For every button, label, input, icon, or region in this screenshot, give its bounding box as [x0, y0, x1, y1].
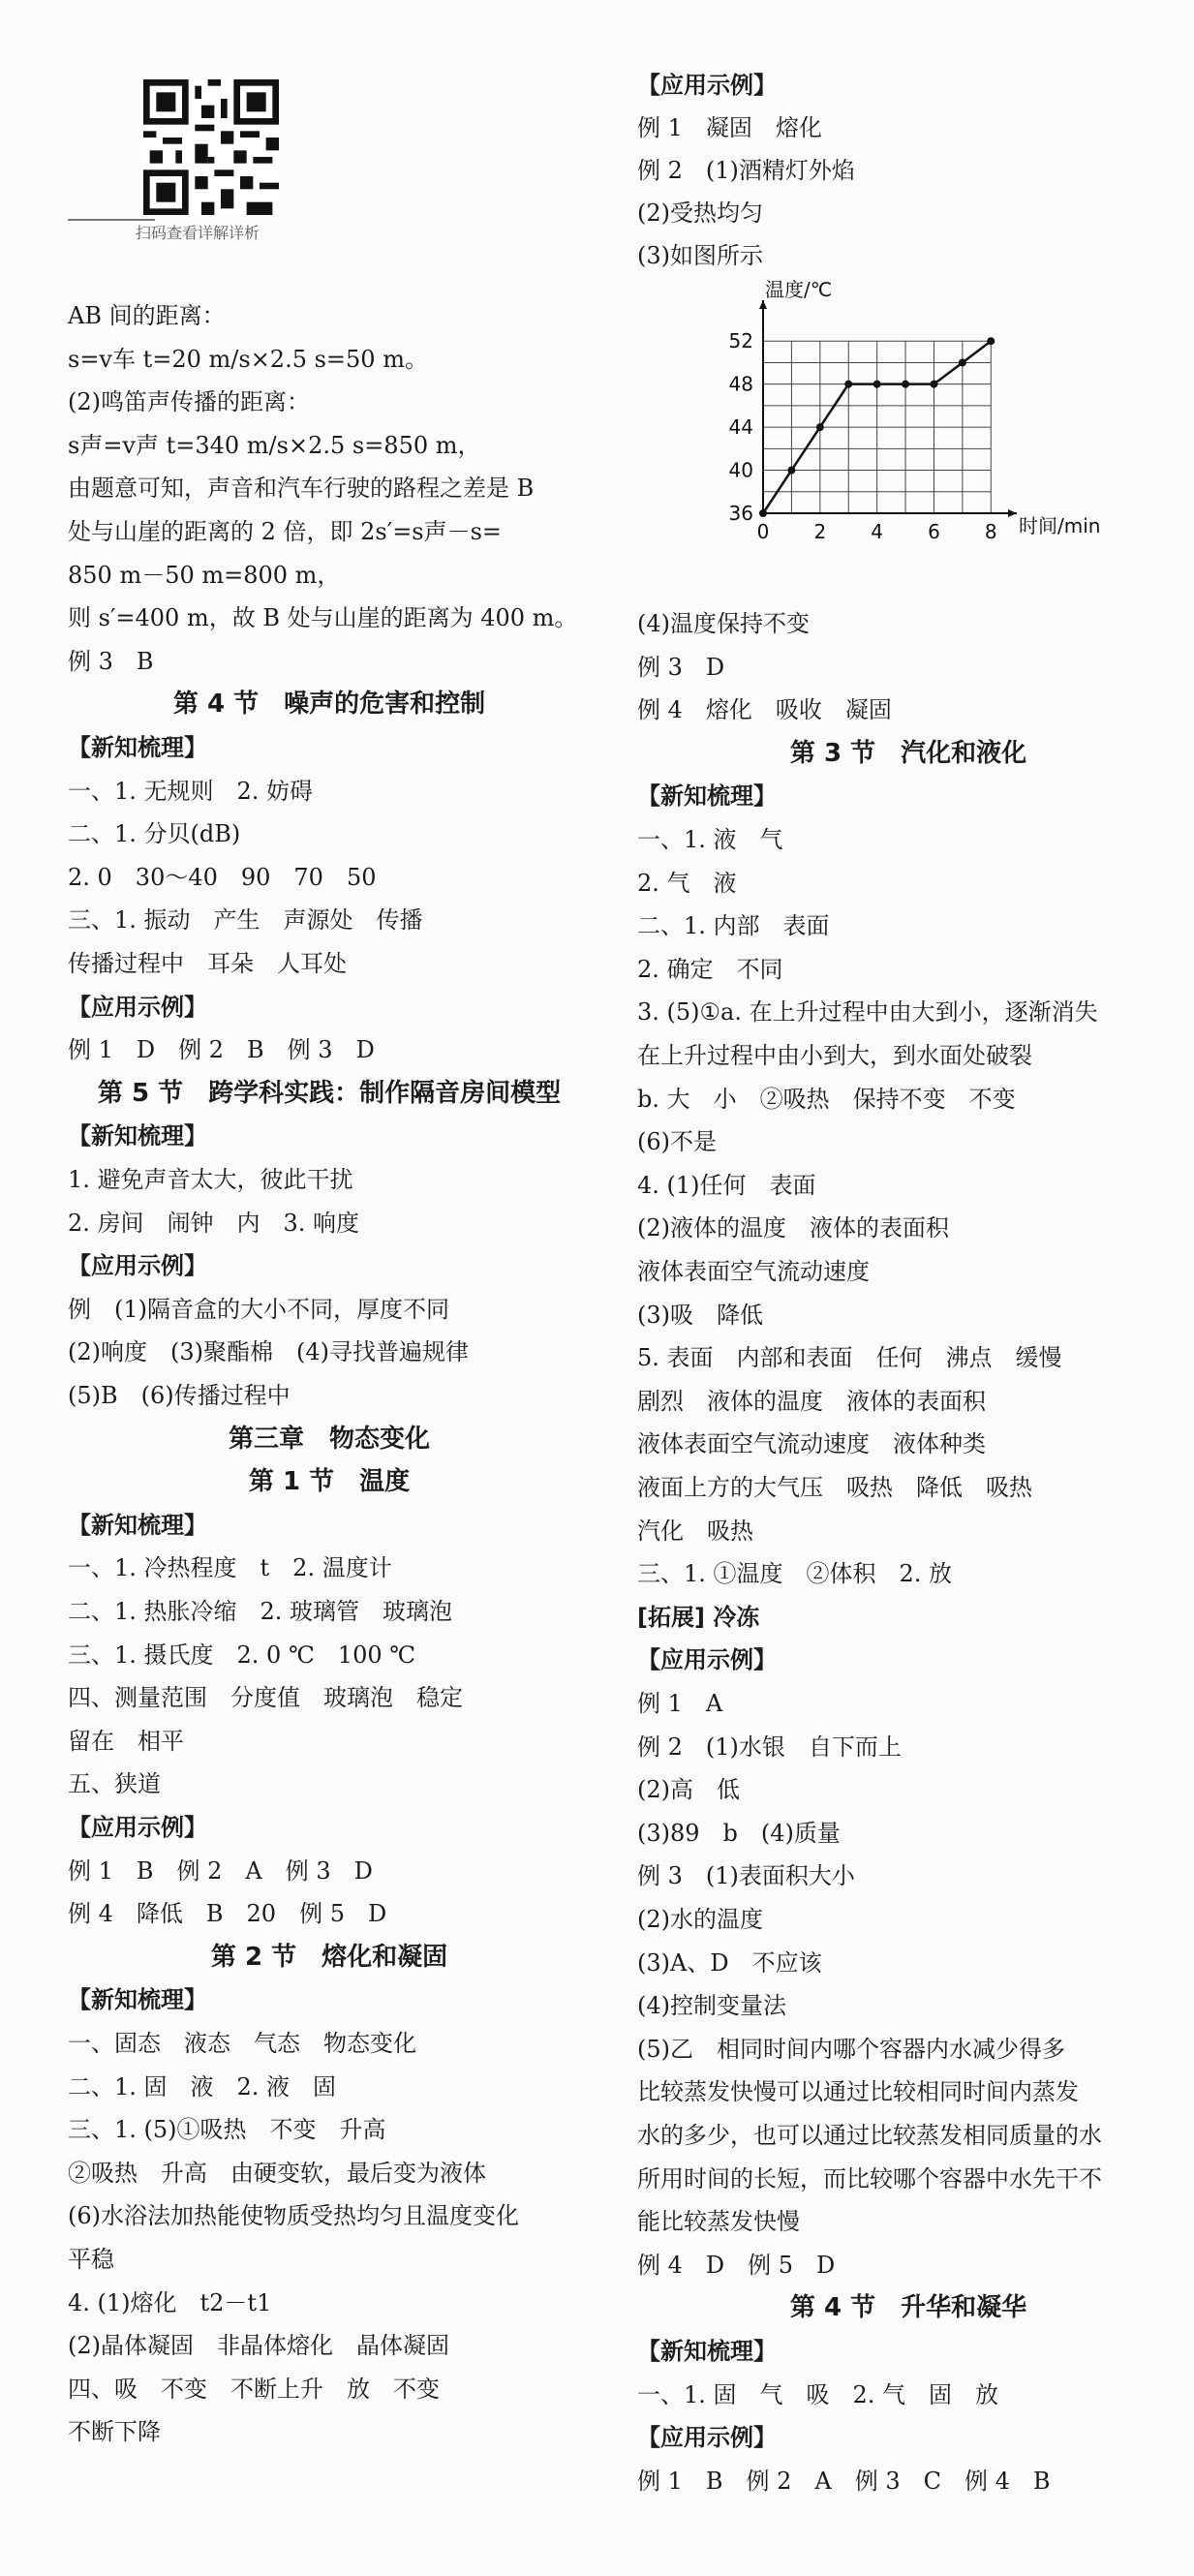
- x-tick-label: 0: [756, 520, 770, 543]
- left-lines-line: (5)B (6)传播过程中: [68, 1382, 291, 1409]
- x-axis-label: 时间/min: [1019, 514, 1101, 537]
- right-lines-line: 所用时间的长短，而比较哪个容器中水先干不: [637, 2164, 1102, 2193]
- right-lines-line: b. 大 小 ②吸热 保持不变 不变: [637, 1085, 1016, 1113]
- right-lines-line: 液面上方的大气压 吸热 降低 吸热: [637, 1474, 1032, 1501]
- left-lines-line: 例 1 B 例 2 A 例 3 D: [68, 1856, 373, 1885]
- right-lines-line: 水的多少，也可以通过比较蒸发相同质量的水: [637, 2122, 1102, 2149]
- left-lines-line: s=v车 t=20 m/s×2.5 s=50 m。: [68, 345, 428, 373]
- left-lines-line: 例 4 降低 B 20 例 5 D: [68, 1900, 387, 1928]
- right-lines-line: 三、1. ①温度 ②体积 2. 放: [637, 1560, 953, 1588]
- left-lines-line: 【新知梳理】: [68, 734, 207, 761]
- right-lines-line: 例 3 (1)表面积大小: [637, 1862, 855, 1890]
- qr-code[interactable]: [143, 79, 279, 215]
- left-lines-line: 4. (1)熔化 t2－t1: [68, 2288, 272, 2316]
- y-tick-label: 40: [728, 458, 753, 482]
- left-lines-line: 1. 避免声音太大，彼此干扰: [68, 1166, 353, 1193]
- right-lines-line: 剧烈 液体的温度 液体的表面积: [637, 1387, 986, 1415]
- left-lines-line: 留在 相平: [68, 1727, 184, 1755]
- right-lines-line: (3)A、D 不应该: [637, 1948, 822, 1977]
- right-lines-line: 4. (1)任何 表面: [637, 1171, 816, 1199]
- left-lines-line: 二、1. 热胀冷缩 2. 玻璃管 玻璃泡: [68, 1598, 453, 1625]
- left-lines-line: 处与山崖的距离的 2 倍，即 2s′=s声－s=: [68, 518, 503, 545]
- right-lines-line: 例 2 (1)水银 自下而上: [637, 1733, 902, 1761]
- right-top-lines-line: 例 2 (1)酒精灯外焰: [637, 157, 855, 184]
- y-tick-label: 44: [728, 415, 753, 440]
- right-lines-line: (3)吸 降低: [637, 1301, 763, 1329]
- left-lines-line: 【新知梳理】: [68, 1122, 207, 1150]
- x-axis-arrow: [1008, 509, 1017, 517]
- data-point: [844, 381, 852, 388]
- data-point: [930, 381, 937, 388]
- right-lines-line: (4)控制变量法: [637, 1992, 786, 2020]
- left-lines-line: 例 (1)隔音盒的大小不同，厚度不同: [68, 1295, 449, 1323]
- data-point: [787, 467, 795, 475]
- right-top-lines-line: 【应用示例】: [637, 72, 777, 99]
- right-lines-line: 【应用示例】: [637, 1646, 777, 1674]
- left-lines-line: 五、狭道: [68, 1770, 161, 1798]
- left-lines-line: 第 1 节 温度: [248, 1467, 411, 1497]
- left-lines-line: 不断下降: [68, 2418, 161, 2446]
- data-point: [816, 423, 824, 431]
- left-lines-line: 2. 房间 闹钟 内 3. 响度: [68, 1209, 360, 1237]
- right-top-lines-line: (2)受热均匀: [637, 199, 763, 227]
- right-lines-line: 例 1 B 例 2 A 例 3 C 例 4 B: [637, 2467, 1051, 2495]
- left-lines-line: 一、固态 液态 气态 物态变化: [68, 2030, 416, 2057]
- left-lines-line: 第 2 节 熔化和凝固: [210, 1942, 448, 1972]
- right-lines-line: 比较蒸发快慢可以通过比较相同时间内蒸发: [637, 2078, 1079, 2106]
- divider: [68, 219, 155, 221]
- left-lines-line: 850 m－50 m=800 m，: [68, 561, 341, 589]
- right-lines-line: 液体表面空气流动速度: [637, 1258, 870, 1285]
- left-lines-line: 由题意可知，声音和汽车行驶的路程之差是 B: [68, 475, 535, 503]
- right-top-lines-line: 例 1 凝固 熔化: [637, 114, 822, 141]
- right-lines-line: 能比较蒸发快慢: [637, 2208, 800, 2236]
- left-lines-line: 【新知梳理】: [68, 1511, 207, 1539]
- right-lines-line: (3)89 b (4)质量: [637, 1819, 841, 1847]
- right-lines-line: 一、1. 固 气 吸 2. 气 固 放: [637, 2380, 999, 2408]
- left-lines-line: 【新知梳理】: [68, 1986, 207, 2014]
- data-point: [759, 509, 767, 517]
- left-lines-line: 【应用示例】: [68, 993, 207, 1021]
- x-tick-label: 4: [871, 520, 884, 543]
- right-lines-line: 例 4 熔化 吸收 凝固: [637, 696, 892, 724]
- right-lines-line: 例 1 A: [637, 1690, 723, 1717]
- left-lines-line: ②吸热 升高 由硬变软，最后变为液体: [68, 2159, 486, 2187]
- right-lines-line: 2. 确定 不同: [637, 955, 783, 983]
- y-tick-label: 52: [728, 329, 753, 353]
- left-lines-line: AB 间的距离：: [68, 302, 226, 329]
- left-lines-line: 四、测量范围 分度值 玻璃泡 稳定: [68, 1684, 463, 1712]
- right-lines-line: (6)不是: [637, 1128, 717, 1156]
- left-lines-line: 则 s′=400 m，故 B 处与山崖的距离为 400 m。: [68, 604, 578, 632]
- y-axis-label: 温度/℃: [765, 278, 833, 301]
- left-lines-line: 二、1. 固 液 2. 液 固: [68, 2072, 337, 2101]
- left-lines-line: s声=v声 t=340 m/s×2.5 s=850 m，: [68, 431, 481, 459]
- temperature-chart: [715, 278, 1101, 556]
- left-lines-line: (2)响度 (3)聚酯棉 (4)寻找普遍规律: [68, 1338, 469, 1366]
- right-lines-line: [拓展] 冷冻: [637, 1603, 760, 1631]
- left-lines-line: 三、1. (5)①吸热 不变 升高: [68, 2116, 386, 2144]
- right-lines-line: (5)乙 相同时间内哪个容器内水减少得多: [637, 2035, 1065, 2063]
- right-lines-line: 汽化 吸热: [637, 1517, 753, 1545]
- right-lines-line: (4)温度保持不变: [637, 610, 810, 637]
- x-tick-label: 8: [984, 520, 997, 543]
- right-lines-line: 例 3 D: [637, 653, 725, 681]
- left-lines-line: 二、1. 分贝(dB): [68, 820, 241, 848]
- left-lines-line: (6)水浴法加热能使物质受热均匀且温度变化: [68, 2202, 519, 2230]
- left-lines-line: 第三章 物态变化: [228, 1424, 430, 1454]
- left-lines-line: 三、1. 摄氏度 2. 0 ℃ 100 ℃: [68, 1641, 416, 1669]
- left-lines-line: (2)鸣笛声传播的距离：: [68, 388, 310, 416]
- right-lines-line: 3. (5)①a. 在上升过程中由大到小，逐渐消失: [637, 998, 1098, 1027]
- x-tick-label: 2: [813, 520, 827, 543]
- data-point: [873, 381, 881, 388]
- left-lines-line: 三、1. 振动 产生 声源处 传播: [68, 906, 423, 935]
- right-lines-line: 一、1. 液 气: [637, 826, 783, 853]
- left-lines-line: 一、1. 冷热程度 t 2. 温度计: [68, 1554, 392, 1582]
- right-lines-line: 5. 表面 内部和表面 任何 沸点 缓慢: [637, 1344, 1062, 1372]
- left-lines-line: 传播过程中 耳朵 人耳处: [68, 950, 347, 977]
- right-lines-line: (2)液体的温度 液体的表面积: [637, 1214, 949, 1242]
- right-lines-line: 例 4 D 例 5 D: [637, 2251, 836, 2279]
- y-axis-arrow: [759, 300, 767, 309]
- left-lines-line: 平稳: [68, 2246, 114, 2273]
- data-point: [959, 358, 966, 366]
- right-lines-line: (2)高 低: [637, 1776, 740, 1804]
- right-lines-line: 液体表面空气流动速度 液体种类: [637, 1430, 986, 1458]
- qr-code-icon: [143, 79, 279, 215]
- right-lines-line: 在上升过程中由小到大，到水面处破裂: [637, 1042, 1032, 1069]
- chart-svg: [715, 278, 1101, 552]
- data-point: [987, 337, 995, 345]
- left-lines-line: 第 4 节 噪声的危害和控制: [172, 690, 486, 720]
- right-lines-line: 第 3 节 汽化和液化: [789, 738, 1027, 768]
- x-tick-label: 6: [928, 520, 940, 543]
- qr-caption: 扫码查看详解详析: [136, 224, 260, 242]
- y-tick-label: 36: [728, 502, 753, 525]
- left-lines-line: 第 5 节 跨学科实践：制作隔音房间模型: [97, 1078, 562, 1108]
- y-tick-label: 48: [728, 372, 753, 396]
- left-lines-line: 【应用示例】: [68, 1252, 207, 1280]
- right-top-lines-line: (3)如图所示: [637, 242, 763, 269]
- left-lines-line: 例 3 B: [68, 647, 154, 675]
- data-point: [902, 381, 909, 388]
- left-lines-line: 2. 0 30～40 90 70 50: [68, 863, 377, 891]
- right-lines-line: 第 4 节 升华和凝华: [789, 2293, 1027, 2323]
- right-lines-line: 【新知梳理】: [637, 782, 777, 811]
- left-lines-line: 【应用示例】: [68, 1814, 207, 1841]
- right-lines-line: 【应用示例】: [637, 2424, 777, 2452]
- right-lines-line: 2. 气 液: [637, 869, 737, 897]
- left-lines-line: 一、1. 无规则 2. 妨碍: [68, 777, 314, 805]
- left-lines-line: 例 1 D 例 2 B 例 3 D: [68, 1036, 375, 1064]
- right-lines-line: (2)水的温度: [637, 1906, 763, 1933]
- left-lines-line: 四、吸 不变 不断上升 放 不变: [68, 2375, 440, 2403]
- right-lines-line: 【新知梳理】: [637, 2338, 777, 2365]
- right-lines-line: 二、1. 内部 表面: [637, 912, 830, 940]
- left-lines-line: (2)晶体凝固 非晶体熔化 晶体凝固: [68, 2332, 449, 2360]
